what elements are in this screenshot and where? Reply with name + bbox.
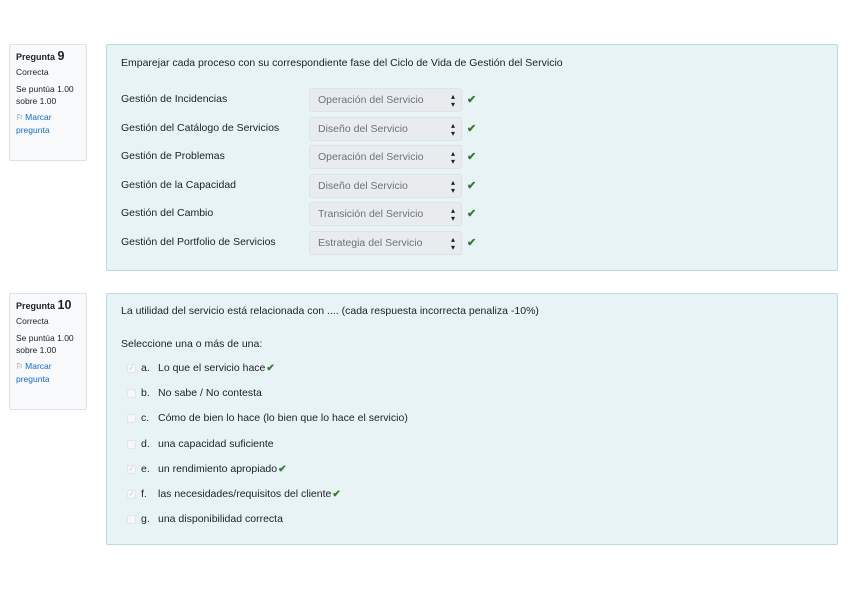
answer-letter: g. — [141, 513, 150, 526]
match-row — [121, 88, 521, 114]
question-number-value: 10 — [57, 298, 72, 312]
answer-letter: a. — [141, 362, 150, 374]
answer-checkbox[interactable]: ✓ — [128, 465, 135, 473]
chevron-updown-icon: ▴ ▾ — [450, 120, 455, 138]
flag-line-2: pregunta — [16, 125, 50, 135]
phase-select[interactable] — [309, 88, 462, 112]
answer-text-wrap — [158, 463, 286, 475]
question-prompt: La utilidad del servicio está relacionada con .... (cada respuesta incorrecta penaliza -10%) — [121, 305, 539, 317]
match-process-label: Gestión del Portfolio de Servicios — [121, 236, 276, 248]
answer-letter: e. — [141, 462, 150, 475]
flag-icon: ⚐ — [16, 362, 24, 371]
grade-line-1: Se puntúa 1.00 — [16, 333, 74, 343]
answer-text-wrap — [158, 412, 408, 424]
question-number-value: 9 — [57, 49, 65, 63]
answer-checkbox[interactable] — [127, 389, 136, 398]
answer-option — [121, 362, 621, 380]
answer-checkbox[interactable] — [127, 515, 136, 524]
answer-option — [121, 438, 621, 456]
answer-letter: f. — [141, 488, 147, 500]
question-grade — [16, 83, 80, 107]
chevron-updown-icon: ▴ ▾ — [450, 92, 455, 109]
answer-checkbox[interactable] — [127, 414, 136, 423]
answer-text: No sabe / No contesta — [158, 387, 262, 400]
phase-select-value: Estrategia del Servicio — [318, 237, 423, 249]
phase-select[interactable] — [309, 231, 462, 255]
question-number — [16, 50, 80, 63]
question-content — [106, 293, 838, 545]
check-icon: ✔ — [467, 179, 477, 192]
phase-select[interactable] — [309, 174, 462, 198]
check-icon: ✔ — [467, 151, 477, 164]
match-process-label: Gestión del Cambio — [121, 207, 214, 220]
match-row — [121, 231, 521, 257]
match-process-label: Gestión del Catálogo de Servicios — [121, 121, 280, 134]
answer-option — [121, 513, 621, 531]
question-label: Pregunta — [16, 301, 56, 311]
phase-select-value: Diseño del Servicio — [318, 122, 408, 135]
answer-option — [121, 387, 621, 405]
phase-select[interactable] — [309, 202, 462, 226]
match-row — [121, 117, 521, 143]
check-icon: ✔ — [467, 122, 477, 135]
answer-text: un rendimiento apropiado — [158, 462, 278, 475]
match-process-label: Gestión de la Capacidad — [121, 178, 236, 191]
phase-select-value: Transición del Servicio — [318, 208, 424, 221]
answer-letter: d. — [141, 437, 150, 450]
chevron-updown-icon: ▴ ▾ — [450, 177, 455, 195]
answer-text-wrap — [158, 513, 283, 525]
answer-text: una capacidad suficiente — [158, 437, 274, 450]
phase-select[interactable] — [309, 117, 462, 141]
match-process-label: Gestión de Incidencias — [121, 93, 228, 105]
answer-text: Cómo de bien lo hace (lo bien que lo hace el servicio) — [158, 412, 408, 425]
answer-text-wrap — [158, 438, 274, 450]
answer-text: una disponibilidad correcta — [158, 513, 283, 526]
question-prompt: Emparejar cada proceso con su correspondiente fase del Ciclo de Vida de Gestión del Servicio — [121, 57, 563, 69]
phase-select[interactable] — [309, 145, 462, 169]
answer-checkbox[interactable]: ✓ — [128, 365, 135, 372]
answer-text: las necesidades/requisitos del cliente — [158, 488, 332, 500]
grade-line-2: sobre 1.00 — [16, 96, 57, 106]
flag-icon: ⚐ — [16, 113, 24, 122]
chevron-updown-icon: ▴ ▾ — [450, 235, 455, 252]
answer-text: Lo que el servicio hace — [158, 362, 266, 374]
check-icon: ✔ — [278, 463, 287, 475]
chevron-updown-icon: ▴ ▾ — [450, 149, 455, 167]
phase-select-value: Operación del Servicio — [318, 151, 424, 164]
phase-select-value: Diseño del Servicio — [318, 179, 408, 192]
match-row — [121, 202, 521, 228]
answer-checkbox[interactable] — [127, 440, 136, 449]
question-label: Pregunta — [16, 52, 56, 62]
answer-text-wrap — [158, 488, 341, 500]
question-info — [9, 293, 87, 410]
check-icon: ✔ — [266, 363, 275, 374]
match-process-label: Gestión de Problemas — [121, 150, 225, 163]
answer-letter: c. — [141, 412, 150, 425]
answer-option — [121, 412, 621, 430]
match-row — [121, 145, 521, 171]
phase-select-value: Operación del Servicio — [318, 94, 424, 106]
flag-question-link[interactable] — [16, 360, 80, 385]
question-content — [106, 44, 838, 271]
answer-instruction: Seleccione una o más de una: — [121, 338, 263, 350]
question-state: Correcta — [16, 67, 49, 77]
answer-letter: b. — [141, 387, 150, 400]
question-number — [16, 299, 80, 312]
question-info — [9, 44, 87, 161]
question-grade — [16, 332, 80, 356]
answer-option — [121, 488, 621, 506]
chevron-updown-icon: ▴ ▾ — [450, 206, 455, 224]
answer-option — [121, 463, 621, 481]
grade-line-2: sobre 1.00 — [16, 345, 57, 355]
flag-question-link[interactable] — [16, 111, 80, 136]
check-icon: ✔ — [332, 489, 341, 500]
flag-line-2: pregunta — [16, 374, 50, 384]
answer-text-wrap — [158, 387, 262, 399]
grade-line-1: Se puntúa 1.00 — [16, 84, 74, 94]
answer-text-wrap — [158, 362, 275, 374]
question-state: Correcta — [16, 316, 49, 326]
check-icon: ✔ — [467, 94, 477, 106]
answer-checkbox[interactable]: ✓ — [128, 491, 135, 498]
check-icon: ✔ — [467, 208, 477, 221]
match-row — [121, 174, 521, 200]
flag-line-1: Marcar — [25, 361, 52, 371]
flag-line-1: Marcar — [25, 112, 52, 122]
check-icon: ✔ — [467, 237, 477, 249]
